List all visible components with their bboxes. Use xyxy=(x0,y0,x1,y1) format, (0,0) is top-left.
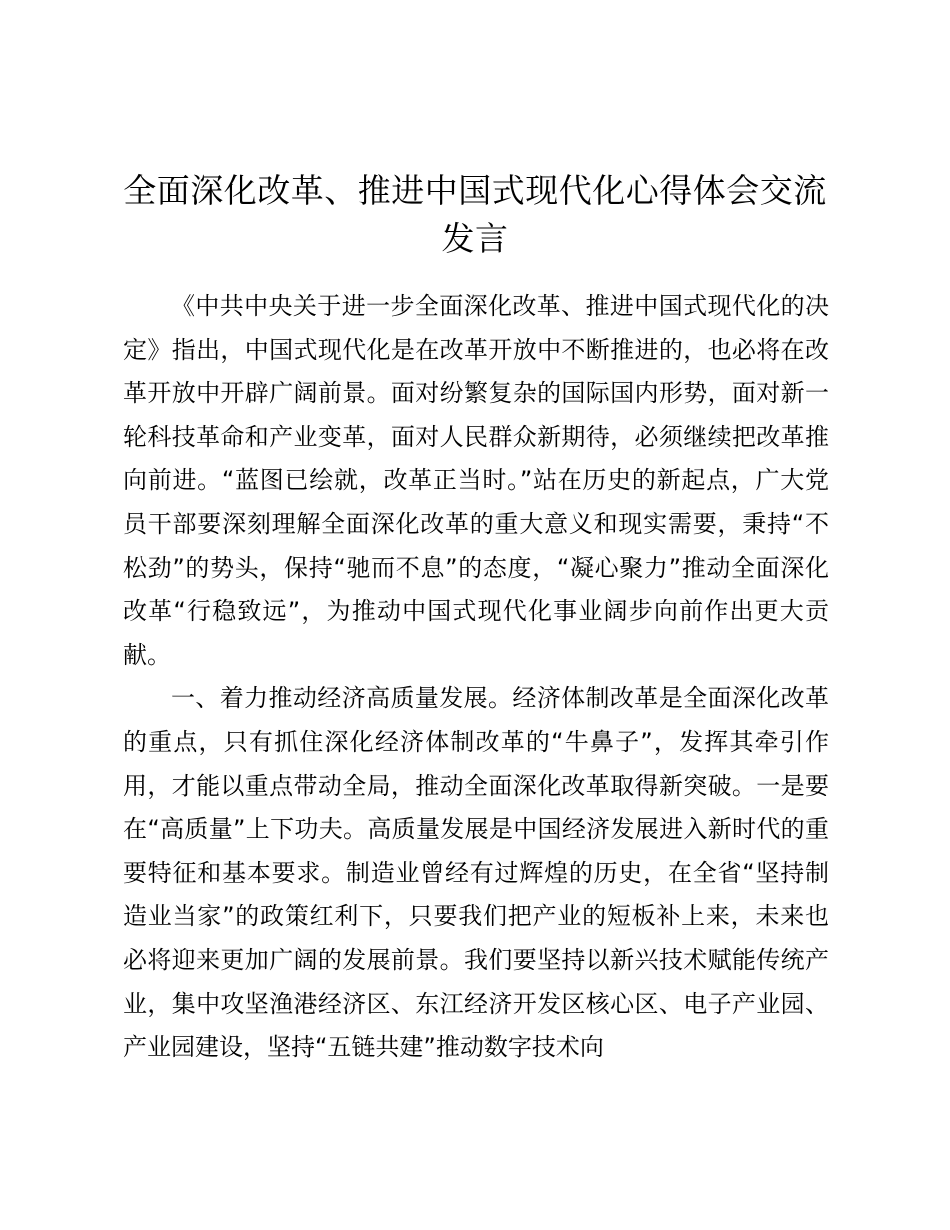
paragraph-section-one: 一、着力推动经济高质量发展。经济体制改革是全面深化改革的重点，只有抓住深化经济体制改革的“牛鼻子”，发挥其牵引作用，才能以重点带动全局，推动全面深化改革取得新突破。一是要在“高质量”上下功夫。高质量发展是中国经济发展进入新时代的重要特征和基本要求。制造业曾经有过辉煌的历史，在全省“坚持制造业当家”的政策红利下，只要我们把产业的短板补上来，未来也必将迎来更加广阔的发展前景。我们要坚持以新兴技术赋能传统产业，集中攻坚渔港经济区、东江经济开发区核心区、电子产业园、产业园建设，坚持“五链共建”推动数字技术向 xyxy=(123,684,829,1062)
document-title: 全面深化改革、推进中国式现代化心得体会交流发言 xyxy=(123,171,827,258)
paragraph-intro: 《中共中央关于进一步全面深化改革、推进中国式现代化的决定》指出，中国式现代化是在改革开放中不断推进的，也必将在改革开放中开辟广阔前景。面对纷繁复杂的国际国内形势，面对新一轮科技革命和产业变革，面对人民群众新期待，必须继续把改革推向前进。“蓝图已绘就，改革正当时。”站在历史的新起点，广大党员干部要深刻理解全面深化改革的重大意义和现实需要，秉持“不松劲”的势头，保持“驰而不息”的态度，“凝心聚力”推动全面深化改革“行稳致远”，为推动中国式现代化事业阔步向前作出更大贡献。 xyxy=(123,292,829,669)
document-body xyxy=(123,285,829,1070)
